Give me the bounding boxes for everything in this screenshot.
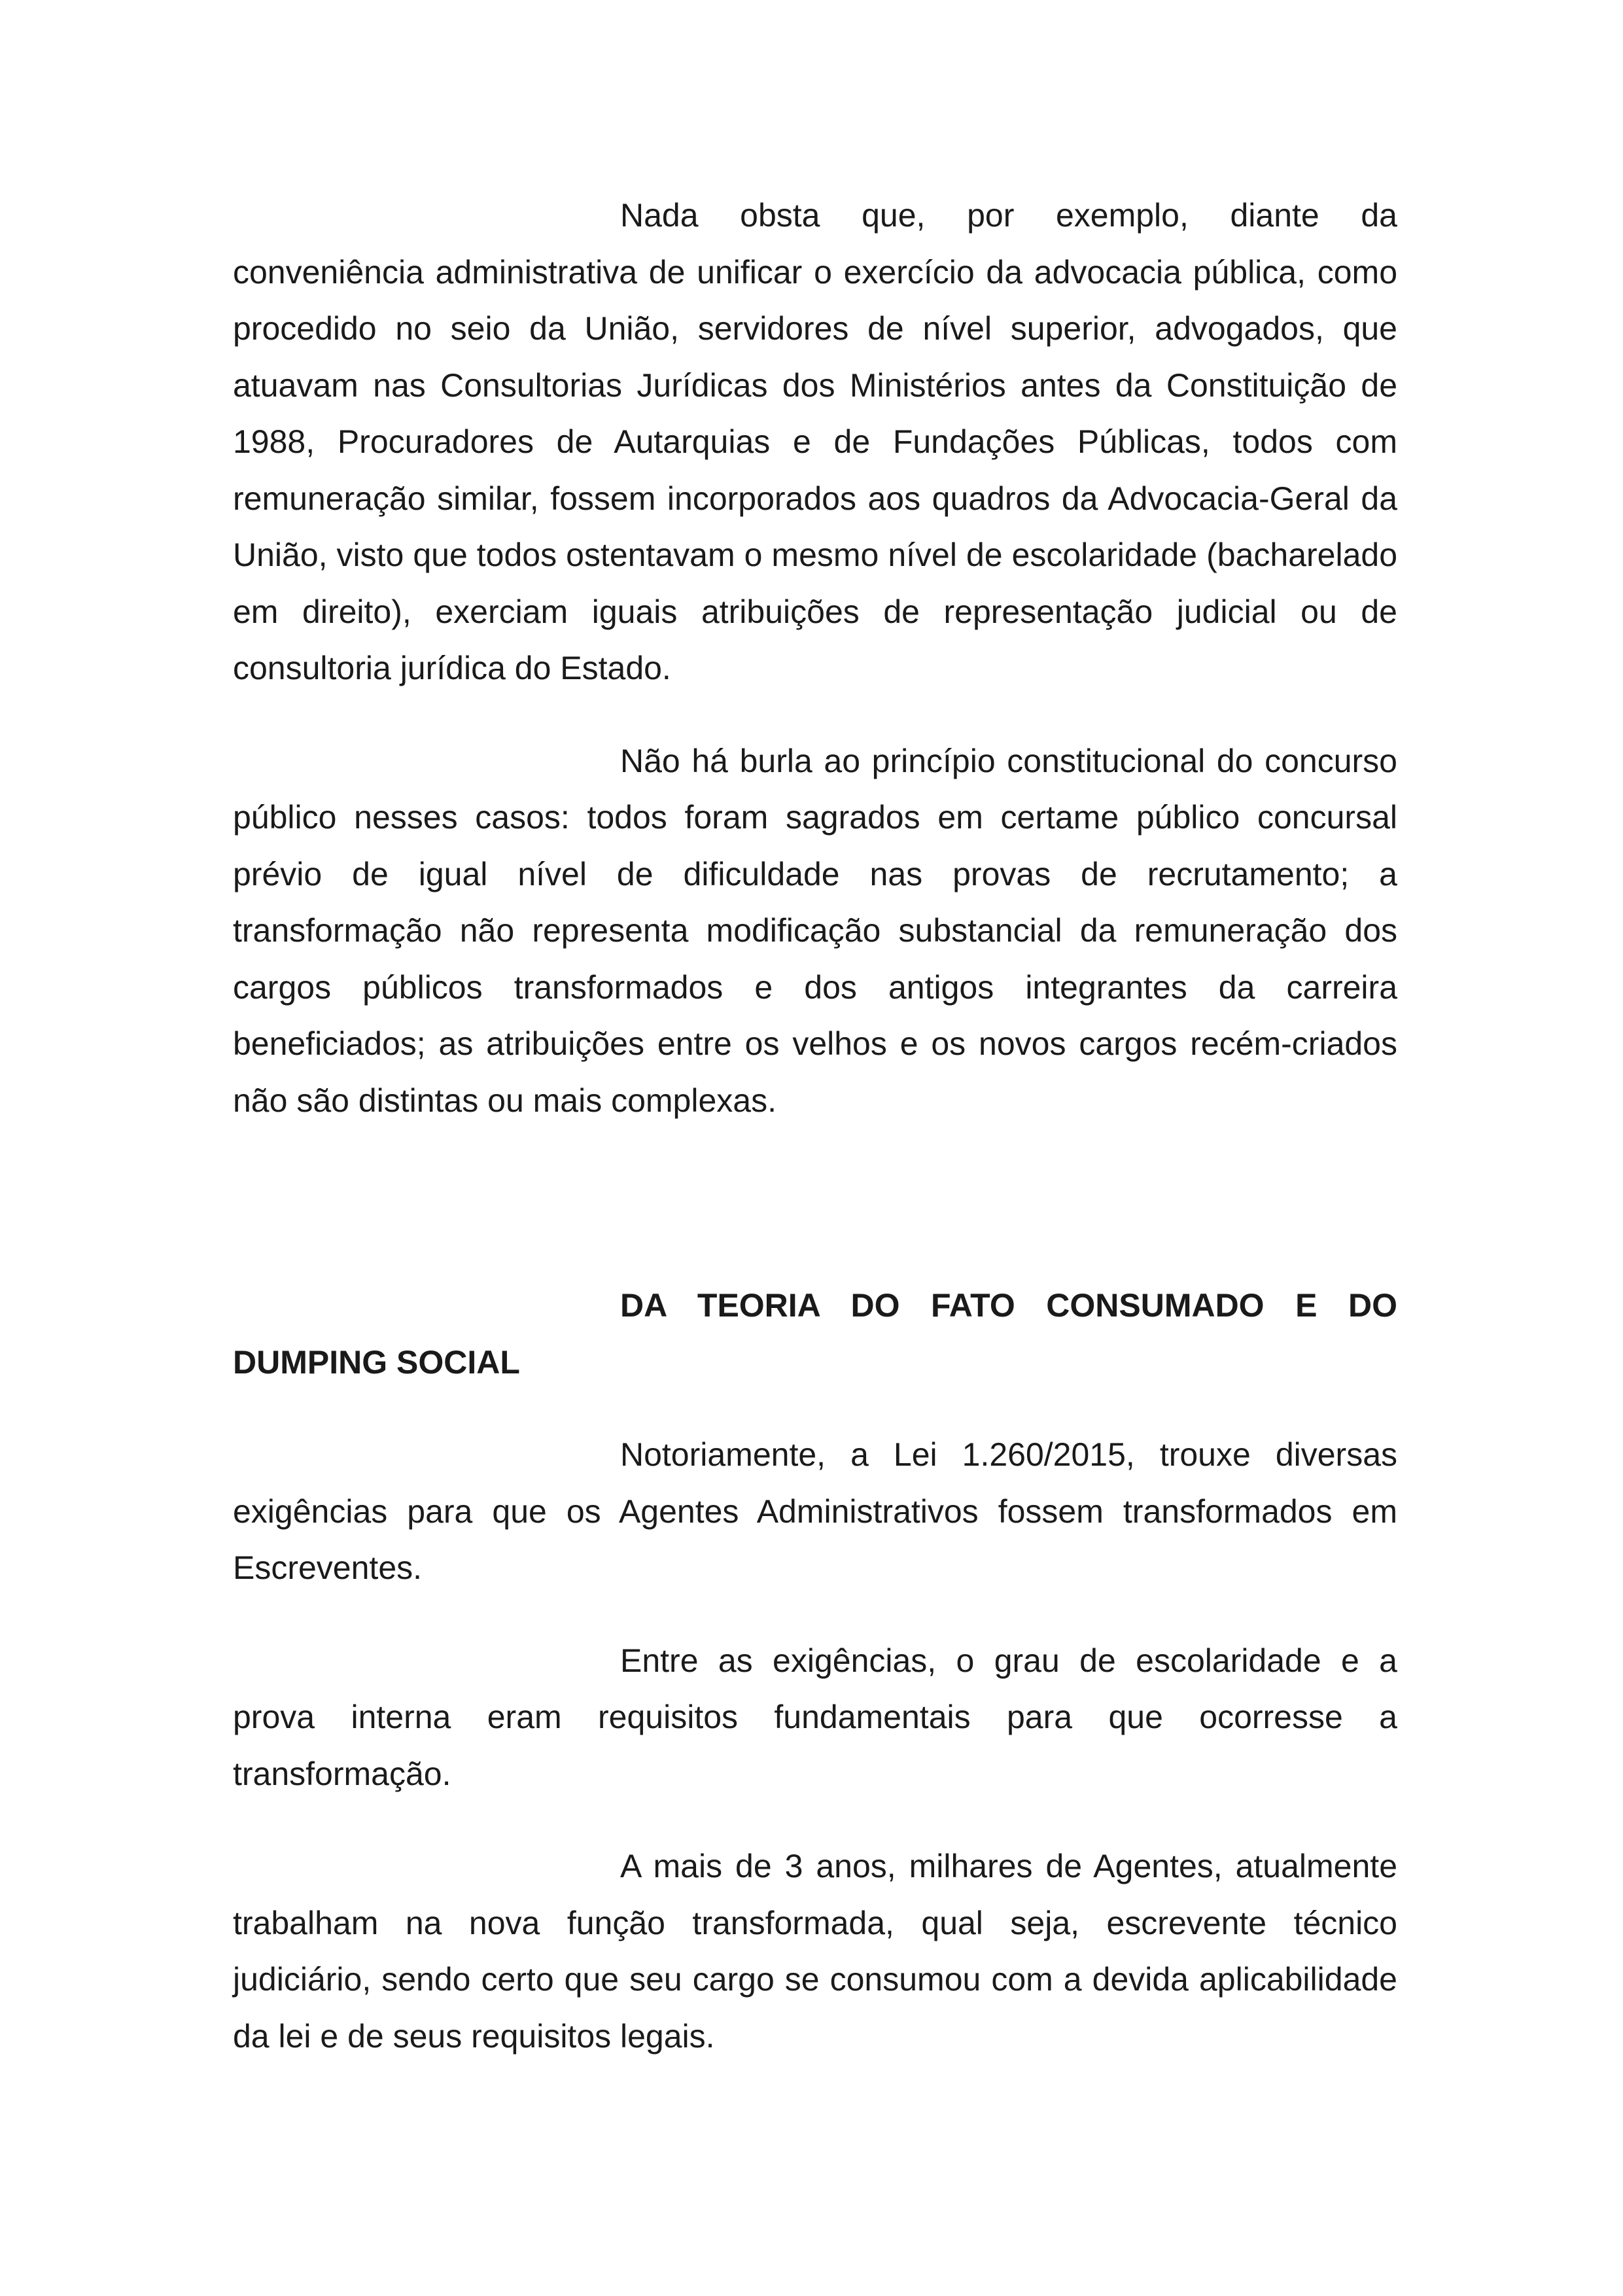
section-heading: DA TEORIA DO FATO CONSUMADO E DO DUMPING SOCIAL: [233, 1287, 1397, 1381]
paragraph-1: Nada obsta que, por exemplo, diante da conveniência administrativa de unificar o exercício da advocacia pública, como procedido no seio da União, servidores de nível superior, advogados, que atuavam nas Consultorias Jurídicas dos Ministérios antes da Constituição de 1988, Procuradores de Autarquias e de Fundações Públicas, todos com remuneração similar, fossem incorporados aos quadros da Advocacia-Geral da União, visto que todos ostentavam o mesmo nível de escolaridade (bacharelado em direito), exerciam iguais atribuições de representação judicial ou de consultoria jurídica do Estado.: [233, 197, 1397, 686]
paragraph-5: A mais de 3 anos, milhares de Agentes, atualmente trabalham na nova função transformada, qual seja, escrevente técnico judiciário, sendo certo que seu cargo se consumou com a devida aplicabilidade da lei e de seus requisitos legais.: [233, 1848, 1397, 2055]
paragraph-2: Não há burla ao princípio constitucional do concurso público nesses casos: todos foram sagrados em certame público concursal prévio de igual nível de dificuldade nas provas de recrutamento; a transformação não representa modificação substancial da remuneração dos cargos públicos transformados e dos antigos integrantes da carreira beneficiados; as atribuições entre os velhos e os novos cargos recém-criados não são distintas ou mais complexas.: [233, 742, 1397, 1119]
document-body: [233, 187, 1397, 2064]
paragraph-4: Entre as exigências, o grau de escolaridade e a prova interna eram requisitos fundamentais para que ocorresse a transformação.: [233, 1642, 1397, 1792]
paragraph-3: Notoriamente, a Lei 1.260/2015, trouxe diversas exigências para que os Agentes Administrativos fossem transformados em Escreventes.: [233, 1436, 1397, 1586]
